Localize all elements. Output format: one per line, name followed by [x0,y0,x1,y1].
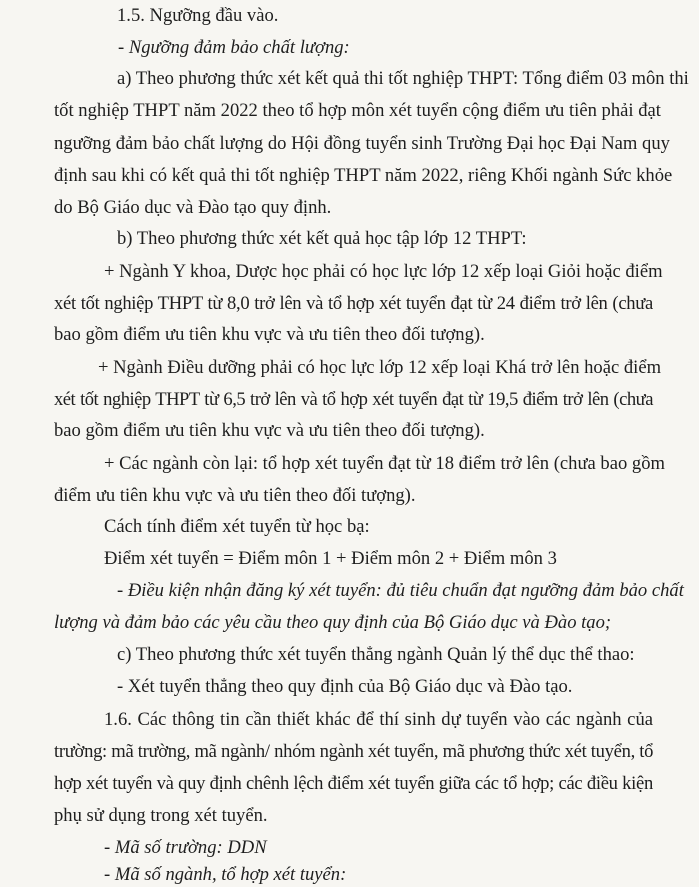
section-heading-1-5: 1.5. Ngưỡng đầu vào. [117,5,279,26]
paragraph-line: a) Theo phương thức xét kết quả thi tốt nghiệp THPT: Tổng điểm 03 môn thi [117,68,689,89]
paragraph-line: hợp xét tuyển và quy định chênh lệch điểm xét tuyển giữa các tổ hợp; các điều kiện [54,773,653,794]
paragraph-line: điểm ưu tiên khu vực và ưu tiên theo đối tượng). [54,485,416,506]
formula-line: Điểm xét tuyển = Điểm môn 1 + Điểm môn 2 + Điểm môn 3 [104,548,557,569]
paragraph-line: bao gồm điểm ưu tiên khu vực và ưu tiên theo đối tượng). [54,420,485,441]
paragraph-line: + Ngành Y khoa, Dược học phải có học lực lớp 12 xếp loại Giỏi hoặc điểm [104,261,663,282]
paragraph-line: định sau khi có kết quả thi tốt nghiệp THPT năm 2022, riêng Khối ngành Sức khỏe [54,165,673,186]
paragraph-line: lượng và đảm bảo các yêu cầu theo quy định của Bộ Giáo dục và Đào tạo; [54,612,612,633]
paragraph-line: b) Theo phương thức xét kết quả học tập lớp 12 THPT: [117,228,527,249]
school-code-line: - Mã số trường: DDN [104,837,267,858]
section-heading-1-6: 1.6. Các thông tin cần thiết khác để thí sinh dự tuyển vào các ngành của [104,709,653,730]
paragraph-line: c) Theo phương thức xét tuyển thẳng ngành Quản lý thể dục thể thao: [117,644,635,665]
subheading-quality-threshold: - Ngưỡng đảm bảo chất lượng: [118,37,350,58]
paragraph-line: tốt nghiệp THPT năm 2022 theo tổ hợp môn xét tuyển cộng điểm ưu tiên phải đạt [54,100,661,121]
paragraph-line: do Bộ Giáo dục và Đào tạo quy định. [54,197,332,218]
paragraph-line: - Điều kiện nhận đăng ký xét tuyển: đủ tiêu chuẩn đạt ngưỡng đảm bảo chất [117,580,684,601]
paragraph-line: + Các ngành còn lại: tổ hợp xét tuyển đạt từ 18 điểm trở lên (chưa bao gồm [104,453,665,474]
paragraph-line: xét tốt nghiệp THPT từ 6,5 trở lên và tổ hợp xét tuyển đạt từ 19,5 điểm trở lên (chưa [54,389,653,410]
paragraph-line: phụ sử dụng trong xét tuyển. [54,805,268,826]
paragraph-line: ngưỡng đảm bảo chất lượng do Hội đồng tuyển sinh Trường Đại học Đại Nam quy [54,133,670,154]
paragraph-line: + Ngành Điều dưỡng phải có học lực lớp 12 xếp loại Khá trở lên hoặc điểm [98,357,662,378]
paragraph-line: - Xét tuyển thẳng theo quy định của Bộ Giáo dục và Đào tạo. [117,676,573,697]
paragraph-line: Cách tính điểm xét tuyển từ học bạ: [104,516,370,537]
paragraph-line: bao gồm điểm ưu tiên khu vực và ưu tiên theo đối tượng). [54,324,485,345]
paragraph-line: trường: mã trường, mã ngành/ nhóm ngành xét tuyển, mã phương thức xét tuyển, tổ [54,741,654,762]
major-code-line: - Mã số ngành, tổ hợp xét tuyển: [104,864,347,885]
paragraph-line: xét tốt nghiệp THPT từ 8,0 trở lên và tổ hợp xét tuyển đạt từ 24 điểm trở lên (chưa [54,293,653,314]
